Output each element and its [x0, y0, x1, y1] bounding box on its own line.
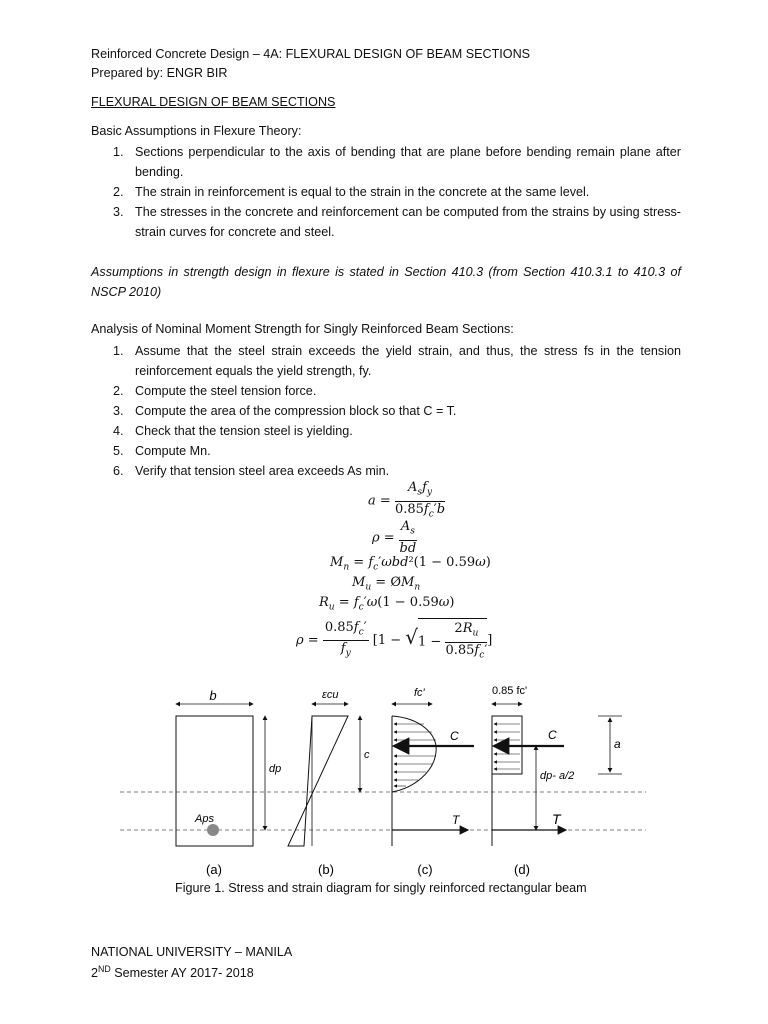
stress-block-d — [492, 685, 622, 846]
width-label: b — [209, 688, 217, 703]
dp-label: dp — [269, 763, 282, 775]
equation-rho-required: ρ = $\frac{0.85f_c'}{f_y}$ [1 − √1 − $\frac{2R_u}{0.85f_c'}$ ] — [296, 618, 492, 663]
document-header-line1 — [91, 47, 530, 61]
analysis-steps-list — [91, 341, 681, 481]
footer-semester: 2ND Semester AY 2017- 2018 — [91, 964, 254, 981]
ecu-label: εcu — [322, 689, 339, 701]
aps-label: Aps — [195, 813, 214, 825]
beam-section-a — [176, 688, 281, 846]
compression-label-d: C — [548, 728, 557, 742]
list-item: 6. Verify that tension steel area exceeds As min. — [113, 464, 390, 478]
block-depth-label: a — [614, 737, 621, 751]
list-item: 2. The strain in reinforcement is equal to the strain in the concrete at the same level. — [113, 185, 590, 199]
nscp-note: Assumptions in strength design in flexure is stated in Section 410.3 (from Section 410.3.1 to 410.3 of NSCP 2010) — [91, 265, 681, 299]
equation-mu: $M_u$ = $ØM_n$ — [352, 575, 421, 593]
sublabel-a: (a) — [206, 862, 222, 877]
topic-title: FLEXURAL DESIGN OF BEAM SECTIONS — [285, 47, 531, 61]
compression-label-c: C — [450, 729, 459, 743]
analysis-heading: Analysis of Nominal Moment Strength for Singly Reinforced Beam Sections: — [91, 322, 514, 336]
lever-arm-label: dp- a/2 — [540, 770, 575, 782]
c-depth-label: c — [364, 749, 370, 761]
footer-university: NATIONAL UNIVERSITY – MANILA — [91, 945, 293, 959]
tension-label-c: T — [452, 813, 460, 827]
prepared-by: Prepared by: ENGR BIR — [91, 66, 228, 80]
sublabel-c: (c) — [417, 862, 433, 877]
sublabel-d: (d) — [514, 862, 530, 877]
strain-diagram-b — [288, 689, 370, 846]
tension-label-d: T — [552, 811, 561, 827]
equation-a: a = $\frac{A_sf_y}{0.85f_c'b}$ — [368, 480, 446, 520]
assumptions-heading: Basic Assumptions in Flexure Theory: — [91, 124, 302, 138]
list-item: 1. Assume that the steel strain exceeds the yield strain, and thus, the stress fs in the tension reinforcement equals the yield strength, fy. — [113, 344, 681, 378]
equation-ru: $R_u = f_c'\omega(1 - 0.59\omega)$ — [319, 595, 455, 613]
list-item: 1. Sections perpendicular to the axis of bending that are plane before bending remain plane after bending. — [113, 145, 681, 179]
section-title: FLEXURAL DESIGN OF BEAM SECTIONS — [91, 95, 336, 109]
list-item: 4. Check that the tension steel is yielding. — [113, 424, 353, 438]
assumptions-list — [91, 142, 681, 242]
stress-strain-figure — [0, 676, 768, 906]
list-item: 5. Compute Mn. — [113, 444, 211, 458]
tendon-area — [207, 824, 219, 836]
equation-mn: $M_n = f_c'\omega bd^2(1 - 0.59\omega)$ — [330, 555, 491, 573]
figure-caption: Figure 1. Stress and strain diagram for singly reinforced rectangular beam — [175, 881, 587, 895]
list-item: 3. Compute the area of the compression block so that C = T. — [113, 404, 457, 418]
equation-rho: ρ = $\frac{A_s}{bd}$ — [372, 519, 417, 556]
course-name: Reinforced Concrete Design – 4A: — [91, 47, 286, 61]
stress-diagram-c — [392, 687, 474, 846]
list-item: 2. Compute the steel tension force. — [113, 384, 317, 398]
fc-label: fc' — [414, 687, 425, 699]
f085-label: 0.85 fc' — [492, 685, 528, 697]
list-item: 3. The stresses in the concrete and reinforcement can be computed from the strains by using stress-strain curves for concrete and steel. — [113, 205, 681, 239]
sublabel-b: (b) — [318, 862, 334, 877]
